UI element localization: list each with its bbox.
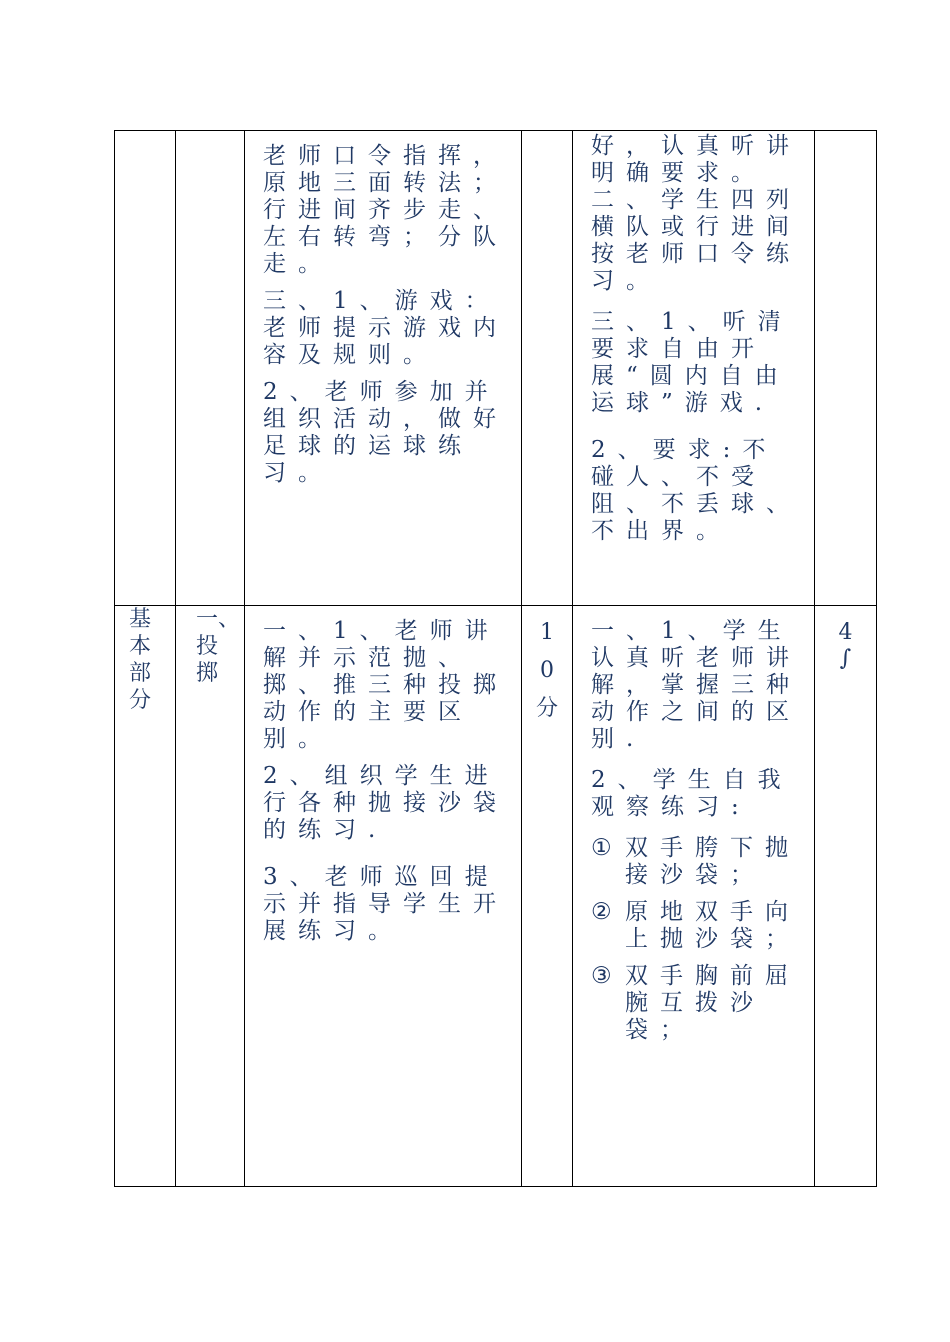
list-item [591,963,808,1044]
teacher-activity-cell [245,606,522,1187]
student-paragraph: 2、要求:不碰人、不受阻、不丢球、不出界。 [591,437,801,544]
student-paragraph: 一、1、学生认真听老师讲解，掌握三种动作之间的区别. [591,618,801,752]
student-paragraph: 二、学生四列横队或行进间按老师口令练习。 [591,187,801,294]
list-number: ① [591,835,612,861]
list-number: ③ [591,963,612,989]
student-activity-cell [573,131,815,606]
list-item [591,835,808,889]
teacher-paragraph: 2、老师参加并组织活动，做好足球的运球练习。 [263,379,508,486]
lesson-plan-table [114,130,877,1187]
student-activity-cell [573,606,815,1187]
teacher-paragraph: 老师口令指挥，原地三面转法；行进间齐步走、左右转弯；分队走。 [263,143,508,277]
section-cell [115,606,176,1187]
student-paragraph: 好，认真听讲明确要求。 [591,133,801,186]
time-unit: 分 [535,696,558,721]
topic-cell [176,606,245,1187]
student-paragraph: 2、学生自我观察练习: [591,767,793,820]
topic-label: 一、投掷 [196,607,241,686]
teacher-paragraph: 三、1、游戏：老师提示游戏内容及规则。 [263,288,508,368]
topic-cell [176,131,245,606]
time-cell [522,131,573,606]
list-item [591,899,808,953]
table-row [115,606,877,1187]
time-digit: 0 [540,658,554,683]
time-digit: 1 [540,620,554,645]
teacher-paragraph: 2、组织学生进行各种抛接沙袋的练习. [263,763,508,843]
list-text: 双手胯下抛接沙袋； [625,835,800,888]
teacher-paragraph: 一、1、老师讲解并示范抛、掷、推三种投掷动作的主要区别。 [263,618,508,752]
table-row [115,131,877,606]
time-cell [522,606,573,1187]
list-text: 原地双手向上抛沙袋； [625,899,800,952]
list-number: ② [591,899,612,925]
student-paragraph: 三、1、听清要求自由开展“圆内自由运球”游戏. [591,309,793,416]
teacher-activity-cell [245,131,522,606]
section-label: 基本部分 [129,607,152,713]
count-cell [815,131,877,606]
count-value: 4 [838,620,853,645]
count-mark: ∫ [839,646,852,671]
teacher-paragraph: 3、老师巡回提示并指导学生开展练习。 [263,864,508,944]
count-cell [815,606,877,1187]
list-text: 双手胸前屈腕互拨沙袋； [625,963,800,1043]
section-cell [115,131,176,606]
